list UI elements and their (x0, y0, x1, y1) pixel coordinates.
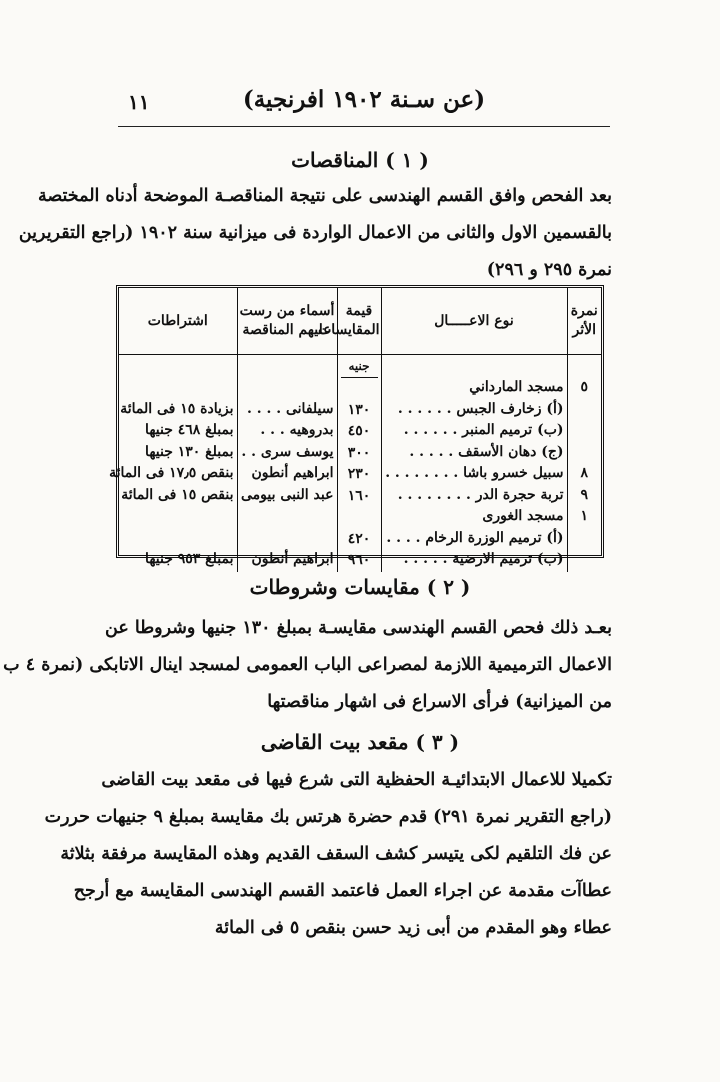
table-cell-value (341, 378, 378, 400)
tenders-table (109, 285, 604, 568)
table-cell-num (571, 420, 599, 442)
table-cell-work: (أ) زخارف الجبس . . . . . . (397, 400, 564, 417)
table-cell-name (241, 506, 334, 528)
table-cell-name: ابراهيم أنطون (251, 551, 334, 567)
table-cell-value (341, 507, 378, 529)
conditions-column (109, 355, 237, 572)
table-cell-num (571, 549, 599, 571)
table-cell-name: ابراهيم أنطون (251, 465, 334, 481)
paragraph-line: بعـد ذلك فحص القسم الهندسى مقايسـة بمبلغ ١٣٠ جنيها وشروطا عن (105, 618, 612, 638)
running-header (118, 86, 610, 127)
names-column (237, 355, 337, 572)
section-3-paragraph (44, 762, 612, 947)
table-cell-name (241, 377, 334, 399)
page-number: ١١ (128, 90, 150, 114)
table-cell-num: ٥ (580, 379, 589, 395)
table-cell-value: ١٦٠ (347, 487, 371, 504)
table-cell-name: سيلفانى . . . . (247, 400, 334, 417)
table-cell-work: سبيل خسرو باشا . . . . . . . . (385, 465, 564, 481)
section-2-title: ( ٢ ) مقايسات وشروطات (249, 575, 471, 599)
section-1-paragraph (18, 178, 612, 289)
table-cell-condition: بزيادة ١٥ فى المائة (120, 400, 234, 417)
table-cell-name: بدروهيه . . . (260, 422, 334, 438)
table-cell-condition: بمبلغ ١٣٠ جنيها (145, 443, 234, 460)
table-cell-condition: بمبلغ ٩٥٣ جنيها (145, 551, 234, 567)
table-cell-name: عبد النبى بيومى (241, 486, 334, 503)
work-column (381, 355, 567, 572)
paragraph-line: بالقسمين الاول والثانى من الاعمال الواردة فى ميزانية سنة ١٩٠٢ (راجع التقريرين (18, 223, 612, 243)
col-header-conditions: اشتراطات (119, 288, 237, 355)
table-cell-condition: بنقص ١٧٫٥ فى المائة (109, 465, 234, 481)
paragraph-line: عطاآت مقدمة عن اجراء العمل فاعتمد القسم الهندسى المقايسة مع أرجح (73, 881, 612, 901)
paragraph-line: عن فك التلقيم لكى يتيسر كشف السقف القديم وهذه المقايسة مرفقة بثلاثة (60, 844, 612, 864)
col-header-num: نمرة الأثر (567, 288, 601, 355)
table-cell-value: ٩٦٠ (347, 552, 371, 568)
table-cell-work: مسجد المارداني (469, 379, 564, 395)
table-cell-num: ٨ (580, 465, 589, 481)
paragraph-line: نمرة ٢٩٥ و ٢٩٦) (486, 260, 612, 280)
table-cell-value: ٢٣٠ (347, 466, 371, 482)
paragraph-line: عطاء وهو المقدم من أبى زيد حسن بنقص ٥ فى المائة (214, 918, 612, 938)
table-cell-work: (ب) ترميم المنبر . . . . . . (403, 422, 564, 438)
table-body-row (119, 355, 601, 572)
table-cell-value: ٣٠٠ (347, 444, 371, 461)
paragraph-line: من الميزانية) فرأى الاسراع فى اشهار مناقصتها (267, 692, 612, 712)
col-header-work: نوع الاعـــــال (381, 288, 567, 355)
table-cell-value: ١٣٠ (347, 401, 371, 418)
section-1-title: ( ١ ) المناقصات (291, 148, 429, 172)
num-column (567, 355, 601, 572)
running-title: (عن سـنة ١٩٠٢ افرنجية) (242, 86, 486, 113)
col-header-value: قيمة المقايسات (337, 288, 381, 355)
table-cell-name: يوسف سرى . . (241, 443, 334, 460)
table-cell-num (571, 528, 599, 550)
table-cell-work: تربة حجرة الدر . . . . . . . . (397, 486, 564, 503)
unit-label: جنيه (341, 355, 378, 378)
paragraph-line: بعد الفحص وافق القسم الهندسى على نتيجة المناقصـة الموضحة أدناه المختصة (37, 186, 612, 206)
table-cell-condition (122, 528, 234, 550)
table-cell-name (241, 528, 334, 550)
value-column (337, 355, 381, 572)
table-cell-value: ٤٥٠ (347, 423, 371, 439)
section-3-title: ( ٣ ) مقعد بيت القاضى (260, 730, 460, 754)
paragraph-line: تكميلا للاعمال الابتدائيـة الحفظية التى شرع فيها فى مقعد بيت القاضى (101, 770, 612, 790)
col-header-names: أسماء من رست عليهم المناقصة (237, 288, 337, 355)
table-cell-num (571, 399, 599, 421)
table-header-row (119, 288, 601, 355)
table-cell-num: ١ (580, 508, 589, 524)
paragraph-line: (راجع التقرير نمرة ٢٩١) قدم حضرة هرتس بك مقايسة بمبلغ ٩ جنيهات حررت (44, 807, 612, 827)
section-2-paragraph (3, 610, 612, 721)
table-cell-num (571, 442, 599, 464)
table-cell-condition: بمبلغ ٤٦٨ جنيها (145, 422, 234, 438)
table-cell-work: (ب) ترميم الارضية . . . . . (403, 551, 564, 567)
table-cell-work: (أ) ترميم الوزرة الرخام . . . . (386, 529, 564, 546)
table-cell-num: ٩ (580, 486, 589, 503)
paragraph-line: الاعمال الترميمية اللازمة لمصراعى الباب العمومى لمسجد اينال الاتابكى (نمرة ٤ ب (3, 655, 612, 675)
table-cell-condition: بنقص ١٥ فى المائة (121, 486, 234, 503)
table-cell-condition (122, 377, 234, 399)
table-cell-work: مسجد الغورى (482, 508, 564, 524)
table-cell-work: (ج) دهان الأسقف . . . . . (409, 443, 564, 460)
table-cell-value: ٤٢٠ (347, 530, 371, 547)
table-cell-condition (122, 506, 234, 528)
